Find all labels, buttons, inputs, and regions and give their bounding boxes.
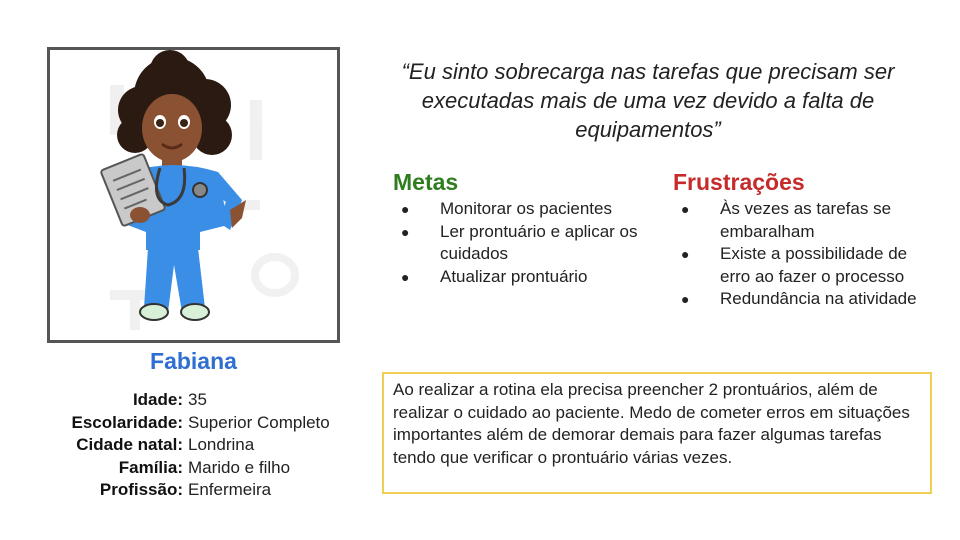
persona-name: Fabiana	[150, 348, 237, 374]
frustrations-title: Frustrações	[673, 169, 805, 195]
info-value: Enfermeira	[188, 480, 272, 500]
bullet-icon: ●	[681, 291, 690, 307]
info-row-education	[0, 412, 360, 435]
list-item: ● Redundância na atividade	[673, 288, 933, 311]
persona-quote: “Eu sinto sobrecarga nas tarefas que precisam ser executadas mais de uma vez devido a falta de equipamentos”	[401, 59, 895, 142]
scenario-note: Ao realizar a rotina ela precisa preencher 2 prontuários, além de realizar o cuidado ao paciente. Medo de cometer erros em situações importantes além de demorar demais para fazer algumas tarefas tendo que verificar o prontuário várias vezes.	[382, 372, 932, 494]
shoe-right	[181, 304, 209, 320]
list-item: ● Ler prontuário e aplicar os cuidados	[401, 221, 638, 263]
list-item: ● Existe a possibilidade de erro ao fazer o processo	[681, 244, 908, 286]
persona-info	[0, 389, 360, 502]
info-row-age	[0, 389, 360, 412]
info-value: Marido e filho	[188, 457, 291, 477]
info-label: Cidade natal:	[76, 435, 183, 455]
list-item: ● Às vezes as tarefas se embaralham	[681, 199, 892, 241]
persona-photo	[47, 47, 340, 343]
bullet-icon: ●	[681, 246, 690, 262]
bullet-icon: ●	[401, 201, 410, 217]
info-row-family	[0, 457, 360, 480]
info-value: Londrina	[188, 435, 255, 455]
info-label: Profissão:	[99, 480, 183, 500]
face	[142, 94, 202, 162]
nurse-illustration	[50, 50, 337, 340]
info-row-hometown	[0, 434, 360, 457]
list-item: ● Monitorar os pacientes	[393, 198, 653, 221]
list-item: ● Atualizar prontuário	[393, 266, 653, 289]
bullet-icon: ●	[681, 201, 690, 217]
info-label: Escolaridade:	[71, 412, 183, 432]
frustrations-list	[673, 198, 933, 311]
info-value: Superior Completo	[188, 412, 330, 432]
goals-list	[393, 198, 653, 288]
info-label: Família:	[118, 457, 183, 477]
scrubs-pants	[144, 248, 205, 312]
info-value: 35	[188, 390, 207, 409]
shoe-left	[140, 304, 168, 320]
info-label: Idade:	[132, 390, 183, 409]
bullet-icon: ●	[401, 223, 410, 240]
bullet-icon: ●	[401, 268, 410, 285]
frustrations-section	[673, 168, 933, 311]
info-row-profession	[0, 479, 360, 502]
goals-section	[393, 168, 653, 288]
goals-title: Metas	[393, 169, 459, 195]
